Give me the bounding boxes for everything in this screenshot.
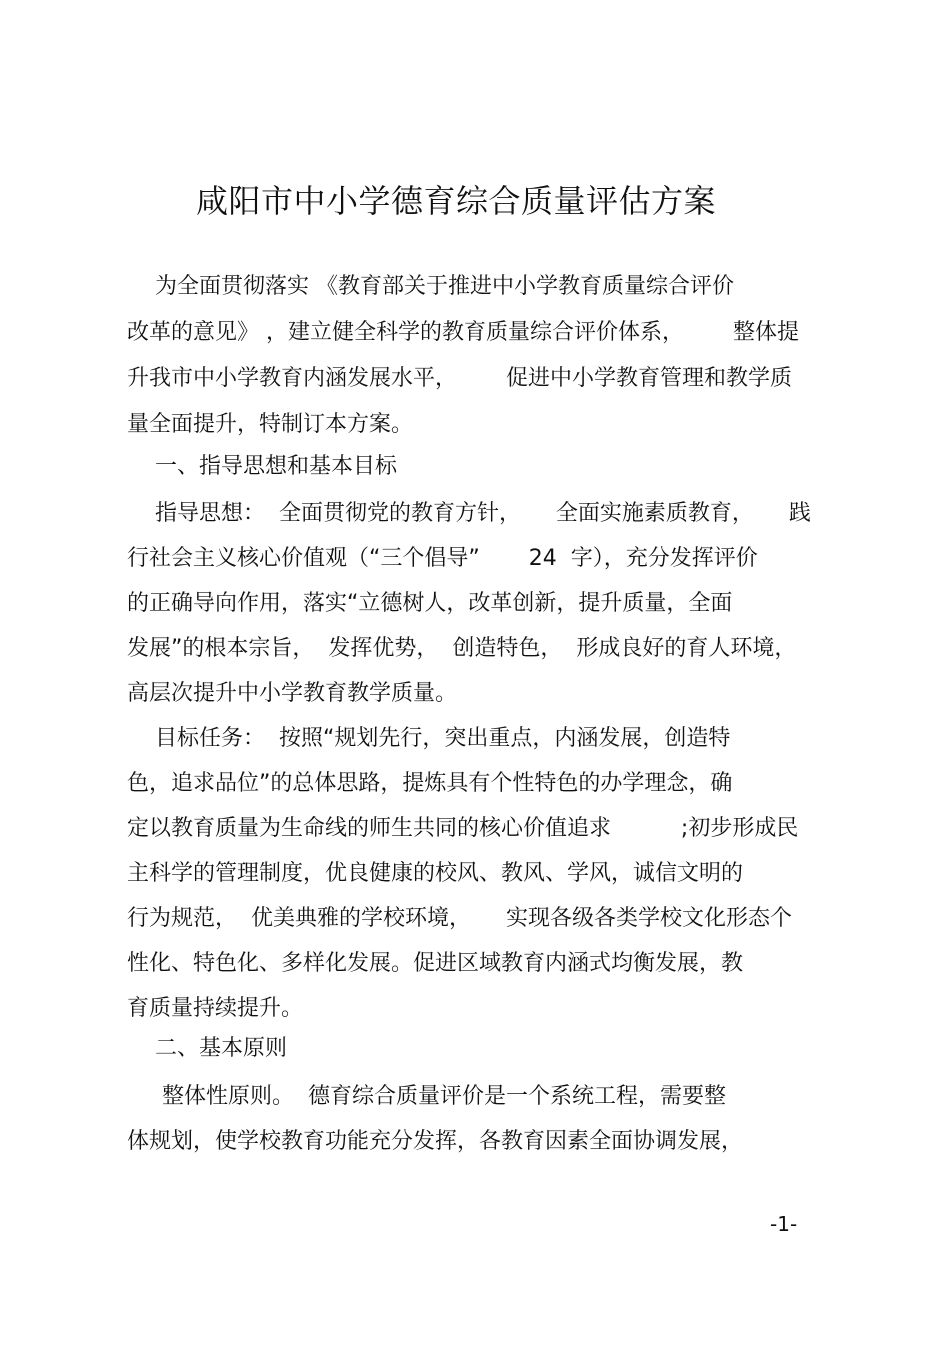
page-number: -1-: [770, 1212, 798, 1236]
paragraph-line: 育质量持续提升。: [127, 996, 304, 1021]
section-heading: 一、指导思想和基本目标: [127, 454, 397, 479]
paragraph-line: 升我市中小学教育内涵发展水平， 促进中小学教育管理和教学质: [127, 366, 792, 391]
paragraph-line: 主科学的管理制度，优良健康的校风、教风、学风，诚信文明的: [127, 861, 744, 886]
paragraph-line: 改革的意见》 ，建立健全科学的教育质量综合评价体系， 整体提: [127, 320, 799, 345]
paragraph-line: 行社会主义核心价值观（“三个倡导” 24 字），充分发挥评价: [127, 546, 758, 571]
paragraph-line: 高层次提升中小学教育教学质量。: [127, 681, 458, 706]
section-heading: 二、基本原则: [127, 1036, 287, 1061]
paragraph-line: 发展”的根本宗旨， 发挥优势， 创造特色， 形成良好的育人环境，: [127, 636, 797, 661]
paragraph-line: 体规划，使学校教育功能充分发挥，各教育因素全面协调发展，: [127, 1129, 744, 1154]
paragraph-line: 色，追求品位”的总体思路，提炼具有个性特色的办学理念，确: [127, 771, 733, 796]
paragraph-line: 量全面提升，特制订本方案。: [127, 412, 414, 437]
paragraph-line: 目标任务： 按照“规划先行，突出重点，内涵发展，创造特: [127, 726, 731, 751]
document-title: 咸阳市中小学德育综合质量评估方案: [196, 182, 717, 220]
paragraph-line: 指导思想： 全面贯彻党的教育方针， 全面实施素质教育， 践: [127, 501, 811, 526]
paragraph-line: 整体性原则。 德育综合质量评价是一个系统工程，需要整: [127, 1084, 726, 1109]
paragraph-line: 定以教育质量为生命线的师生共同的核心价值追求 ;初步形成民: [127, 816, 799, 841]
paragraph-line: 的正确导向作用，落实“立德树人，改革创新，提升质量，全面: [127, 591, 733, 616]
paragraph-line: 性化、特色化、多样化发展。促进区域教育内涵式均衡发展，教: [127, 951, 744, 976]
paragraph-line: 为全面贯彻落实 《教育部关于推进中小学教育质量综合评价: [127, 274, 734, 299]
paragraph-line: 行为规范， 优美典雅的学校环境， 实现各级各类学校文化形态个: [127, 906, 792, 931]
